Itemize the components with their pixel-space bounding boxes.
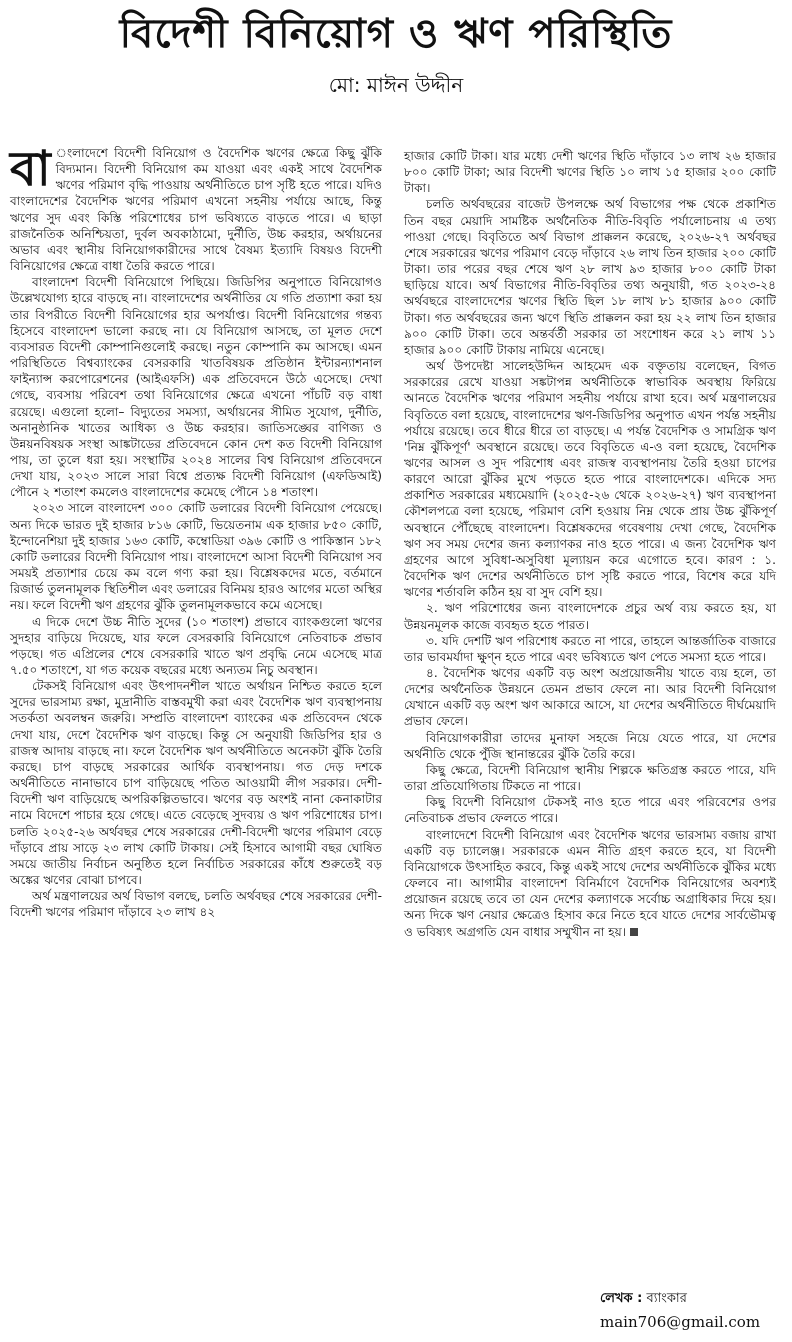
article-title: বিদেশী বিনিয়োগ ও ঋণ পরিস্থিতি (119, 10, 673, 57)
paragraph: অর্থ মন্ত্রণালয়ের অর্থ বিভাগ বলছে, চলতি অর্থবছর শেষে সরকারের দেশী-বিদেশী ঋণের পরিমাণ দাঁড়াবে ২৩ লাখ ৪২ (10, 889, 382, 920)
left-column (10, 141, 382, 921)
author-role: ব্যাংকার (646, 1291, 687, 1306)
paragraph: বিনিয়োগকারীরা তাদের মুনাফা সহজে নিয়ে যেতে পারে, যা দেশের অর্থনীতি থেকে পুঁজি স্থানান্তরের ঝুঁকি তৈরি করে। (404, 730, 776, 761)
author-byline: মো: মাঈন উদ্দীন (328, 73, 464, 97)
paragraph: বা ংলাদেশে বিদেশী বিনিয়োগ ও বৈদেশিক ঋণের ক্ষেত্রে কিছু ঝুঁকি বিদ্যমান। বিদেশী বিনিয়োগ কম যাওয়া এবং একই সাথে বৈদেশিক ঋণের পরিমাণ বৃদ্ধি পাওয়ায় অর্থনীতিতে চাপ সৃষ্টি হতে পারে। যদিও বাংলাদেশের বৈদেশিক ঋণের পরিমাণ এখনো সহনীয় পর্যায়ে আছে, কিন্তু ঋণের সুদ এবং কিস্তি পরিশোধের চাপ ভবিষ্যতে বাড়তে পারে। এ ছাড়া রাজনৈতিক অনিশ্চিয়তা, দুর্বল অবকাঠামো, দুর্নীতি, উচ্চ করহার, অর্থায়নের অভাব এবং স্থানীয় বিনিয়োগকারীদের সাথে বৈষম্য ইত্যাদি বিষয়ও বিদেশী বিনিয়োগের ক্ষেত্রে বাধা তৈরি করতে পারে। (10, 141, 382, 274)
paragraph: ৩. যদি দেশটি ঋণ পরিশোধ করতে না পারে, তাহলে আন্তর্জাতিক বাজারে তার ভাবমর্যাদা ক্ষুণ্ন হতে পারে এবং ভবিষ্যতে ঋণ পেতে সমস্যা হতে পারে। (404, 633, 776, 664)
paragraph: এ দিকে দেশে উচ্চ নীতি সুদের (১০ শতাংশ) প্রভাবে ব্যাংকগুলো ঋণের সুদহার বাড়িয়ে দিয়েছে, যার ফলে বেসরকারি বিনিয়োগে নেতিবাচক প্রভাব পড়ছে। গত এপ্রিলের শেষে বেসরকারি খাতে ঋণ প্রবৃদ্ধি নেমে এসেছে মাত্র ৭.৫০ শতাংশে, যা গত কয়েক বছরের মধ্যে অন্যতম নিচু অবস্থান। (10, 614, 382, 677)
drop-cap: বা (10, 141, 51, 197)
right-column (404, 148, 776, 940)
paragraph: ২০২৩ সালে বাংলাদেশ ৩০০ কোটি ডলারের বিদেশী বিনিয়োগ পেয়েছে। অন্য দিকে ভারত দুই হাজার ৮১৬ কোটি, ভিয়েতনাম এক হাজার ৮৫০ কোটি, ইন্দোনেশিয়া দুই হাজার ১৬৩ কোটি, কম্বোডিয়া ৩৯৬ কোটি ও পাকিস্তান ১৮২ কোটি ডলারের বিদেশী বিনিয়োগ পায়। বাংলাদেশে আসা বিদেশী বিনিয়োগ সব সময়ই প্রত্যাশার চেয়ে কম বলে গণ্য করা হয়। বিশ্লেষকদের মতে, বর্তমানে রিজার্ভ তুলনামূলক স্থিতিশীল এবং ডলারের বিনিময় হারও আগের মতো অস্থির নয়। ফলে বিদেশী ঋণ গ্রহণের ঝুঁকি তুলনামূলকভাবে কমে এসেছে। (10, 501, 382, 613)
paragraph: কিছু ক্ষেত্রে, বিদেশী বিনিয়োগ স্থানীয় শিল্পকে ক্ষতিগ্রস্ত করতে পারে, যদি তারা প্রতিযোগিতায় টিকতে না পারে। (404, 762, 776, 794)
paragraph: কিছু বিদেশী বিনিয়োগ টেকসই নাও হতে পারে এবং পরিবেশের ওপর নেতিবাচক প্রভাব ফেলতে পারে। (404, 795, 776, 826)
paragraph: অর্থ উপদেষ্টা সালেহউদ্দিন আহমেদ এক বক্তৃতায় বলেছেন, বিগত সরকারের রেখে যাওয়া সঙ্কটাপন্ন অর্থনীতিকে স্বাভাবিক অবস্থায় ফিরিয়ে আনতে বৈদেশিক ঋণের পরিমাণ সহনীয় পর্যায়ে রাখা হবে। অর্থ মন্ত্রণালয়ের বিবৃতিতে বলা হয়েছে, বাংলাদেশের ঋণ-জিডিপির অনুপাত এখন পর্যন্ত সহনীয় পর্যায়ে রয়েছে। তবে ধীরে ধীরে তা বাড়ছে। এ পর্যন্ত বৈদেশিক ও সামগ্রিক ঋণ 'নিম্ন ঝুঁকিপূর্ণ' অবস্থানে রয়েছে। তবে বিবৃতিতে এ-ও বলা হয়েছে, বৈদেশিক ঋণের আসল ও সুদ পরিশোধ এবং রাজস্ব ব্যবস্থাপনায় তৈরি হওয়া চাপের কারণে আরো ঝুঁকির মুখে পড়তে হতে পারে বাংলাদেশকে। এদিকে সদ্য প্রকাশিত সরকারের মধ্যমেয়াদি (২০২৫-২৬ থেকে ২০২৬-২৭) ঋণ ব্যবস্থাপনা কৌশলপত্রে বলা হয়েছে, পরিমাণ বেশি হওয়ায় নিম্ন থেকে প্রায় উচ্চ ঝুঁকিপূর্ণ অবস্থানে পৌঁছেছে বাংলাদেশ। বিশ্লেষকদের গবেষণায় দেখা গেছে, বৈদেশিক ঋণ সব সময় দেশের জন্য কল্যাণকর নাও হতে পারে। এ জন্য বৈদেশিক ঋণ গ্রহণের আগে সুবিধা-অসুবিধা মূল্যায়ন করে এগোতে হবে। কারণ : ১. বৈদেশিক ঋণ দেশের অর্থনীতিতে চাপ সৃষ্টি করতে পারে, বিশেষ করে যদি ঋণের শর্তাবলি কঠিন হয় বা সুদ বেশি হয়। (404, 359, 776, 600)
paragraph: টেকসই বিনিয়োগ এবং উৎপাদনশীল খাতে অর্থায়ন নিশ্চিত করতে হলে সুদের ভারসাম্য রক্ষা, মুদ্রানীতি বাস্তবমুখী করা এবং বৈদেশিক ঋণ ব্যবস্থাপনায় সতর্কতা অবলম্বন জরুরি। সম্প্রতি বাংলাদেশ ব্যাংকের এক প্রতিবেদন থেকে দেখা যায়, দেশে বৈদেশিক ঋণ বাড়ছে। কিন্তু সে অনুযায়ী জিডিপির হার ও রাজস্ব আদায় বাড়ছে না। ফলে বৈদেশিক ঋণ অর্থনীতিতে অনেকটা ঝুঁকি তৈরি করছে। চাপ বাড়ছে সরকারের আর্থিক ব্যবস্থাপনায়। গত দেড় দশকে অর্থনীতিতে নানাভাবে চাপ বাড়িয়েছে পতিত আওয়ামী লীগ সরকার। দেশী-বিদেশী ঋণ বাড়িয়েছে অপরিকল্পিতভাবে। ঋণের বড় অংশই নানা কেনাকাটার নামে বিদেশে পাচার হয়ে গেছে। এতে বেড়েছে সুদব্যয় ও ঋণ পরিশোধের চাপ। চলতি ২০২৫-২৬ অর্থবছর শেষে সরকারের দেশী-বিদেশী ঋণের পরিমাণ বেড়ে দাঁড়াবে প্রায় সাড়ে ২৩ লাখ কোটি টাকায়। সেই হিসাবে আগামী বছর ঘোষিত সময়ে জাতীয় নির্বাচন অনুষ্ঠিত হলে নির্বাচিত সরকারের কাঁধে শুরুতেই বড় অঙ্কের ঋণের বোঝা চাপবে। (10, 679, 382, 888)
paragraph: বাংলাদেশ বিদেশী বিনিয়োগে পিছিয়ে। জিডিপির অনুপাতে বিনিয়োগও উল্লেখযোগ্য হারে বাড়ছে না। বাংলাদেশের অর্থনীতির যে গতি প্রত্যাশা করা হয় তার বিপরীতে বিদেশী বিনিয়োগের হার অপর্যাপ্ত। বিদেশী বিনিয়োগের গন্তব্য হিসেবে বাংলাদেশ ভালো করছে না। যে বিনিয়োগ আসছে, তা মূলত দেশে ব্যবসারত বিদেশী কোম্পানিগুলোই করছে। নতুন কোম্পানি কম আসছে। এমন পরিস্থিতিতে বিশ্বব্যাংকের বেসরকারি খাতবিষয়ক প্রতিষ্ঠান ইন্টারন্যাশনাল ফাইন্যান্স করপোরেশনের (আইএফসি) এক প্রতিবেদনে উঠে এসেছে। দেখা গেছে, ব্যবসায় পরিবেশ তথা বিনিয়োগের ক্ষেত্রে এখনো পাঁচটি বড় বাধা রয়েছে। এগুলো হলো– বিদ্যুতের সমস্যা, অর্থায়নের সীমিত সুযোগ, দুর্নীতি, অনানুষ্ঠানিক খাতের আধিক্য ও উচ্চ করহার। জাতিসঙ্ঘের বাণিজ্য ও উন্নয়নবিষয়ক সংস্থা আঙ্কটাডের প্রতিবেদনে কোন দেশ কত বিদেশী বিনিয়োগ পায়, তা তুলে ধরা হয়। সংস্থাটির ২০২৪ সালের বিশ্ব বিনিয়োগ প্রতিবেদনে দেখা যায়, ২০২৩ সালে সারা বিশ্বে প্রত্যক্ষ বিদেশী বিনিয়োগ (এফডিআই) পৌনে ২ শতাংশ কমলেও বাংলাদেশের কমেছে পৌনে ১৪ শতাংশ। (10, 275, 382, 500)
paragraph: ৪. বৈদেশিক ঋণের একটি বড় অংশ অপ্রয়োজনীয় খাতে ব্যয় হলে, তা দেশের অর্থনৈতিক উন্নয়নে তেমন প্রভাব ফেলে না। আর বিদেশী বিনিয়োগ যেখানে একটি বড় অংশ ঋণ আকারে আসে, যা দেশের অর্থনীতিতে দীর্ঘমেয়াদি প্রভাব ফেলে। (404, 666, 776, 729)
author-label: লেখক : (600, 1291, 643, 1306)
author-credit (600, 1290, 687, 1308)
paragraph: চলতি অর্থবছরের বাজেট উপলক্ষে অর্থ বিভাগের পক্ষ থেকে প্রকাশিত তিন বছর মেয়াদি সামষ্টিক অর্থনৈতিক নীতি-বিবৃতি পর্যালোচনায় এ তথ্য পাওয়া গেছে। বিবৃতিতে অর্থ বিভাগ প্রাক্কলন করেছে, ২০২৬-২৭ অর্থবছর শেষে সরকারের ঋণের পরিমাণ বেড়ে দাঁড়াবে ২৬ লাখ তিন হাজার ২০০ কোটি টাকা। তার পরের বছর শেষে ঋণ ২৮ লাখ ৯৩ হাজার ৮০০ কোটি টাকা ছাড়িয়ে যাবে। অর্থ বিভাগের নীতি-বিবৃতির তথ্য অনুযায়ী, গত ২০২৩-২৪ অর্থবছরে বাংলাদেশের ঋণের স্থিতি ছিল ১৮ লাখ ৮১ হাজার ৯০০ কোটি টাকা। গত অর্থবছরের জন্য ঋণে স্থিতি প্রাক্কলন করা হয় ২২ লাখ তিন হাজার ৯০০ কোটি টাকা। তবে অন্তর্বর্তী সরকার তা সংশোধন করে ২১ লাখ ১১ হাজার ৯০০ কোটি টাকায় নামিয়ে এনেছে। (404, 197, 776, 357)
paragraph: ২. ঋণ পরিশোধের জন্য বাংলাদেশকে প্রচুর অর্থ ব্যয় করতে হয়, যা উন্নয়নমূলক কাজে ব্যবহৃত হতে পারত। (404, 601, 776, 632)
author-email[interactable]: main706@gmail.com (600, 1313, 761, 1331)
paragraph: বাংলাদেশে বিদেশী বিনিয়োগ এবং বৈদেশিক ঋণের ভারসাম্য বজায় রাখা একটি বড় চ্যালেঞ্জ। সরকারকে এমন নীতি গ্রহণ করতে হবে, যা বিদেশী বিনিয়োগকে উৎসাহিত করবে, কিন্তু একই সাথে দেশের অর্থনীতিকে ঝুঁকির মধ্যে ফেলবে না। আগামীর বাংলাদেশ বিনির্মাণে বৈদেশিক বিনিয়োগের অবশ্যই প্রয়োজন রয়েছে তবে তা যেন দেশের কল্যাণকে সর্বোচ্চ অগ্রাধিকার দিয়ে হয়। অন্য দিকে ঋণ নেয়ার ক্ষেত্রেও হিসাব করে নিতে হবে যাতে দেশের সার্বভৌমত্ব ও ভবিষ্যৎ অগ্রগতি যেন বাধার সম্মুখীন না হয়। (404, 827, 776, 939)
paragraph: হাজার কোটি টাকা। যার মধ্যে দেশী ঋণের স্থিতি দাঁড়াবে ১৩ লাখ ২৬ হাজার ৮০০ কোটি টাকা; আর বিদেশী ঋণের স্থিতি ১০ লাখ ১৫ হাজার ২০০ কোটি টাকা। (404, 149, 776, 196)
end-mark-icon (630, 928, 638, 936)
